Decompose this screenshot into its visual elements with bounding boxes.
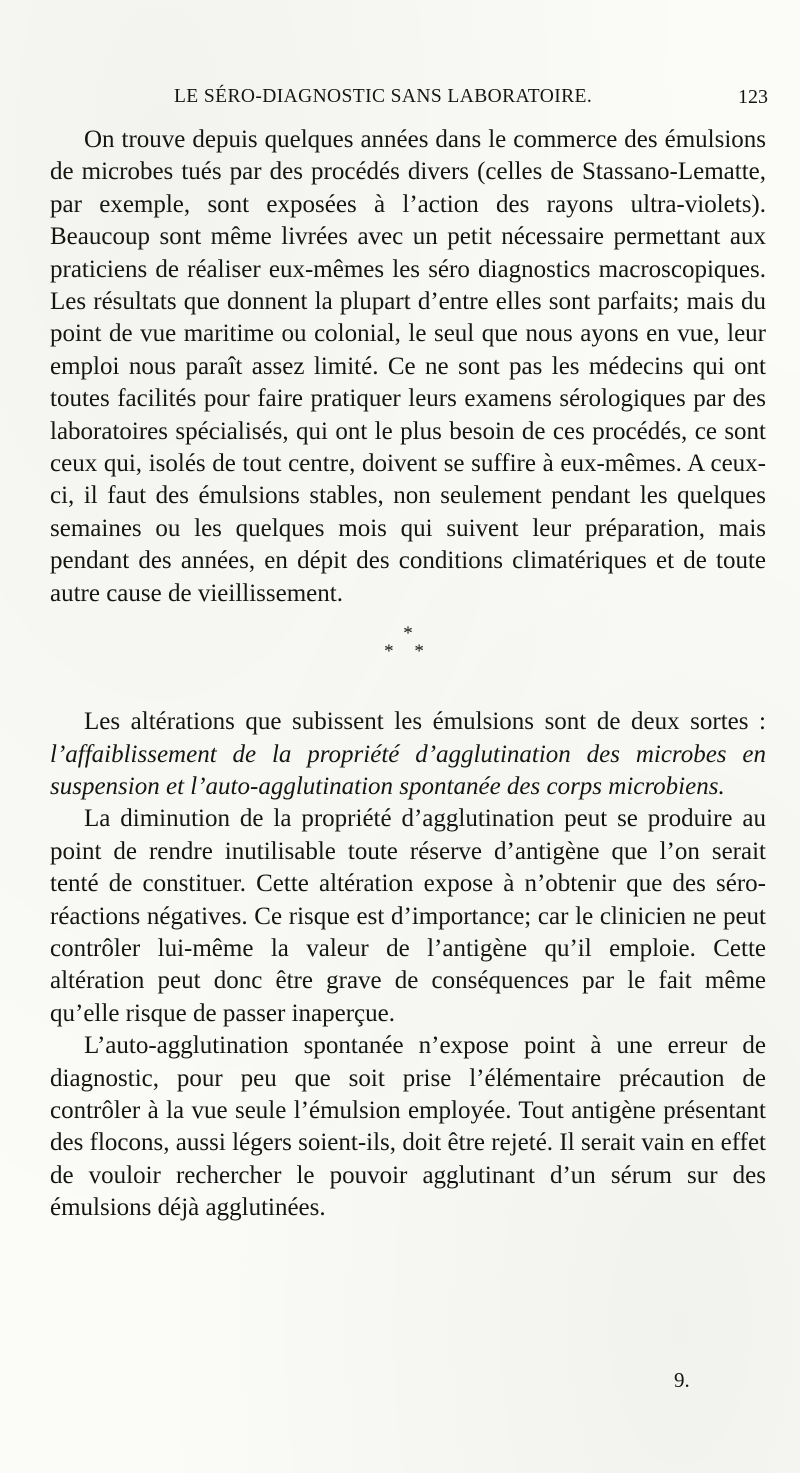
asterism-top-star: * [403, 623, 413, 645]
running-head: LE SÉRO-DIAGNOSTIC SANS LABORATOIRE. [174, 86, 593, 107]
page-number: 123 [738, 86, 768, 108]
section-asterism [50, 610, 766, 706]
paragraph-alteration-types-intro: Les altérations que subissent les émulsions sont de deux sortes : [84, 708, 766, 736]
paragraph-commercial-emulsions: On trouve depuis quelques années dans le commerce des émulsions de microbes tués par des procédés divers (celles de Stassano-Lematte, par exemple, sont exposées à l’action des rayons ultra-violets). Beaucoup sont même livrées avec un petit nécessaire permettant aux praticiens de réaliser eux-mêmes les séro diagnostics macroscopiques. Les résultats que donnent la plupart d’entre elles sont parfaits; mais du point de vue maritime ou colonial, le seul que nous ayons en vue, leur emploi nous paraît assez limité. Ce ne sont pas les médecins qui ont toutes facilités pour faire pratiquer leurs examens sérologiques par des laboratoires spécialisés, qui ont le plus besoin de ces procédés, ce sont ceux qui, isolés de tout centre, doivent se suffire à eux-mêmes. A ceux-ci, il faut des émulsions stables, non seulement pendant les quelques semaines ou les quelques mois qui suivent leur préparation, mais pendant des années, en dépit des conditions climatériques et de toute autre cause de vieillissement. [50, 126, 766, 607]
asterism-bottom-stars: * * [384, 641, 432, 663]
body-text [50, 124, 766, 1225]
paragraph-agglutination-decrease: La diminution de la propriété d’agglutination peut se produire au point de rendre inutilisable toute réserve d’antigène que l’on serait tenté de constituer. Cette altération expose à n’obtenir que des séro-réactions négatives. Ce risque est d’importance; car le clinicien ne peut contrôler lui-même la valeur de l’antigène qu’il emploie. Cette altération peut donc être grave de conséquences par le fait même qu’elle risque de passer inaperçue. [50, 805, 766, 1027]
signature-mark: 9. [674, 1368, 690, 1392]
page-header [50, 86, 768, 116]
paragraph-alteration-types [50, 706, 766, 803]
paragraph-alteration-types-italic: l’affaiblissement de la propriété d’agglutination des microbes en suspension et l’auto-agglutination spontanée des corps microbiens. [50, 740, 766, 800]
paragraph-auto-agglutination: L’auto-agglutination spontanée n’expose point à une erreur de diagnostic, pour peu que soit prise l’élémentaire précaution de contrôler à la vue seule l’émulsion employée. Tout antigène présentant des flocons, aussi légers soient-ils, doit être rejeté. Il serait vain en effet de vouloir rechercher le pouvoir agglutinant d’un sérum sur des émulsions déjà agglutinées. [50, 1032, 766, 1222]
